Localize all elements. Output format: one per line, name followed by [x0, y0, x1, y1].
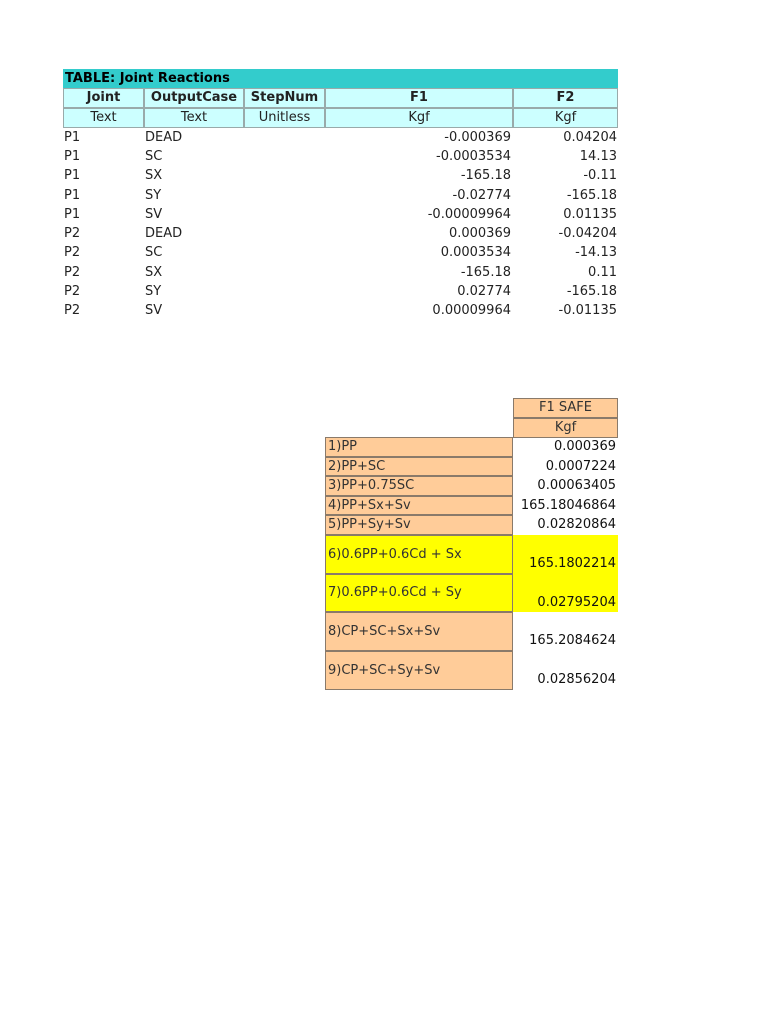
combo-label: 9)CP+SC+Sy+Sv — [325, 651, 513, 690]
combo-label: 5)PP+Sy+Sv — [325, 515, 513, 535]
cell-f1: -0.00009964 — [427, 207, 511, 222]
combo-label: 2)PP+SC — [325, 457, 513, 476]
cell-outputcase: SX — [145, 265, 163, 280]
cell-outputcase: SC — [145, 149, 163, 164]
cell-f2: 0.04204 — [563, 130, 617, 145]
header-f2: F2 — [513, 88, 618, 108]
combo-value: 0.02820864 — [537, 517, 616, 532]
cell-outputcase: DEAD — [145, 130, 183, 145]
combo-value: 165.18046864 — [520, 498, 616, 513]
safe-header: F1 SAFE — [513, 398, 618, 418]
header-joint: Joint — [63, 88, 144, 108]
cell-f1: -0.0003534 — [436, 149, 511, 164]
cell-outputcase: SY — [145, 284, 162, 299]
combo-label-highlighted: 7)0.6PP+0.6Cd + Sy — [325, 574, 513, 612]
safe-unit: Kgf — [513, 418, 618, 438]
cell-outputcase: SV — [145, 303, 163, 318]
cell-f1: -0.02774 — [452, 188, 511, 203]
cell-joint: P2 — [64, 226, 81, 241]
cell-f2: 14.13 — [579, 149, 617, 164]
cell-f2: -0.01135 — [558, 303, 617, 318]
cell-f1: 0.0003534 — [440, 245, 511, 260]
combo-value-highlighted: 165.1802214 — [513, 535, 618, 574]
combo-label: 8)CP+SC+Sx+Sv — [325, 612, 513, 651]
cell-joint: P1 — [64, 130, 81, 145]
combo-value: 0.00063405 — [537, 478, 616, 493]
cell-f2: 0.01135 — [563, 207, 617, 222]
cell-outputcase: SC — [145, 245, 163, 260]
table-title: TABLE: Joint Reactions — [63, 69, 618, 88]
cell-f1: -165.18 — [460, 168, 511, 183]
cell-joint: P1 — [64, 168, 81, 183]
combo-value-highlighted: 0.02795204 — [513, 574, 618, 612]
combo-value: 165.2084624 — [529, 633, 616, 648]
combo-value: 0.02856204 — [537, 672, 616, 687]
cell-f1: -0.000369 — [444, 130, 511, 145]
combo-label-highlighted: 6)0.6PP+0.6Cd + Sx — [325, 535, 513, 574]
header-f1: F1 — [325, 88, 513, 108]
unit-f2: Kgf — [513, 108, 618, 128]
cell-f2: -14.13 — [575, 245, 617, 260]
unit-stepnum: Unitless — [244, 108, 325, 128]
unit-f1: Kgf — [325, 108, 513, 128]
unit-joint: Text — [63, 108, 144, 128]
cell-f2: -165.18 — [566, 188, 617, 203]
cell-f2: -0.04204 — [558, 226, 617, 241]
combo-label: 1)PP — [325, 437, 513, 457]
cell-joint: P2 — [64, 303, 81, 318]
cell-outputcase: SV — [145, 207, 163, 222]
cell-outputcase: SX — [145, 168, 163, 183]
cell-outputcase: SY — [145, 188, 162, 203]
cell-f1: 0.00009964 — [432, 303, 511, 318]
combo-label: 3)PP+0.75SC — [325, 476, 513, 496]
cell-f2: 0.11 — [588, 265, 617, 280]
header-stepnum: StepNum — [244, 88, 325, 108]
header-outputcase: OutputCase — [144, 88, 244, 108]
cell-f1: -165.18 — [460, 265, 511, 280]
cell-outputcase: DEAD — [145, 226, 183, 241]
cell-f1: 0.02774 — [457, 284, 511, 299]
combo-value: 0.000369 — [553, 439, 616, 454]
cell-joint: P2 — [64, 265, 81, 280]
cell-f2: -165.18 — [566, 284, 617, 299]
cell-f1: 0.000369 — [448, 226, 511, 241]
cell-joint: P1 — [64, 149, 81, 164]
cell-joint: P1 — [64, 207, 81, 222]
cell-joint: P2 — [64, 245, 81, 260]
combo-label: 4)PP+Sx+Sv — [325, 496, 513, 515]
unit-outputcase: Text — [144, 108, 244, 128]
cell-f2: -0.11 — [583, 168, 617, 183]
cell-joint: P2 — [64, 284, 81, 299]
combo-value: 0.0007224 — [545, 459, 616, 474]
cell-joint: P1 — [64, 188, 81, 203]
